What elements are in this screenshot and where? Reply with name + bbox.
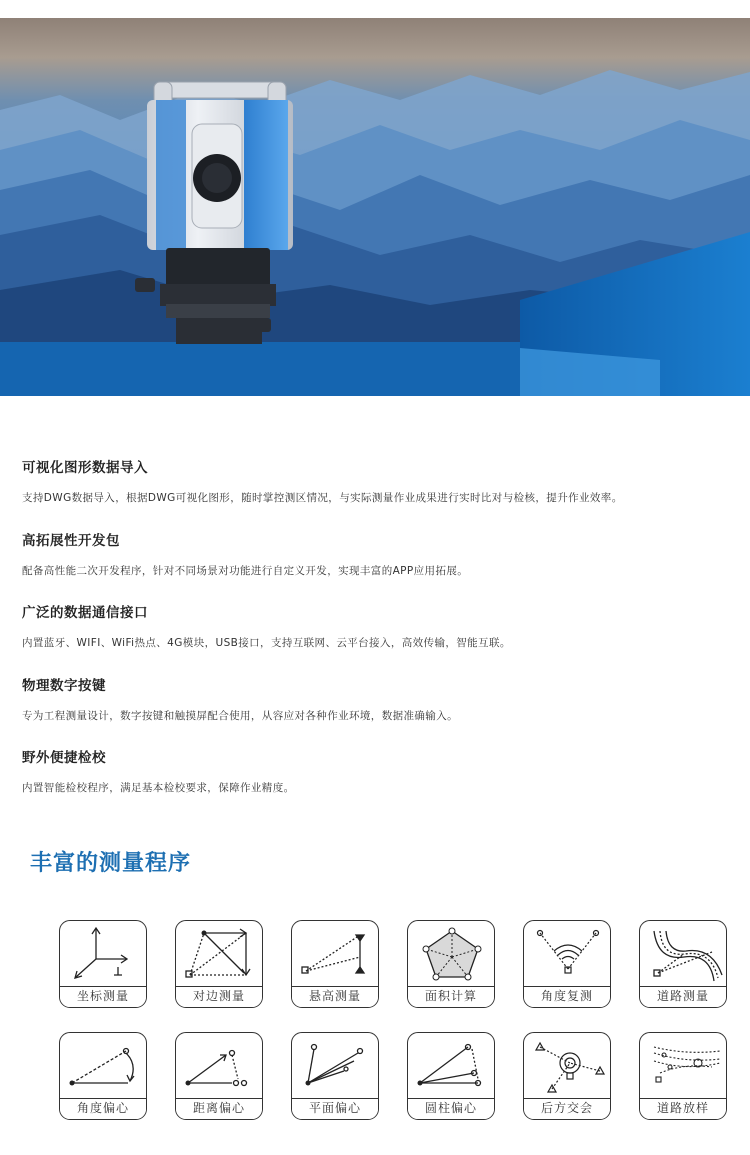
distance-offset-icon bbox=[176, 1033, 263, 1099]
program-card-remote-height[interactable] bbox=[291, 920, 379, 1008]
area-icon bbox=[408, 921, 495, 987]
road-stakeout-icon bbox=[640, 1033, 727, 1099]
program-card-area[interactable] bbox=[407, 920, 495, 1008]
feature-title: 高拓展性开发包 bbox=[22, 533, 120, 549]
feature-title: 可视化图形数据导入 bbox=[22, 460, 148, 476]
feature-desc: 配备高性能二次开发程序，针对不同场景对功能进行自定义开发，实现丰富的APP应用拓展。 bbox=[22, 565, 469, 577]
feature-desc: 内置蓝牙、WIFI、WiFi热点、4G模块，USB接口，支持互联网、云平台接入，高效传输，智能互联。 bbox=[22, 637, 511, 649]
program-label: 道路放样 bbox=[640, 1098, 726, 1119]
program-label: 平面偏心 bbox=[292, 1098, 378, 1119]
cylinder-offset-icon bbox=[408, 1033, 495, 1099]
feature-desc: 支持DWG数据导入，根据DWG可视化图形，随时掌控测区情况，与实际测量作业成果进行实时比对与检核，提升作业效率。 bbox=[22, 492, 623, 504]
plane-offset-icon bbox=[292, 1033, 379, 1099]
program-card-road-stakeout[interactable] bbox=[639, 1032, 727, 1120]
program-label: 悬高测量 bbox=[292, 986, 378, 1007]
road-survey-icon bbox=[640, 921, 727, 987]
feature-item bbox=[22, 529, 732, 578]
program-card-angle-repeat[interactable] bbox=[523, 920, 611, 1008]
feature-item bbox=[22, 674, 732, 723]
feature-title: 广泛的数据通信接口 bbox=[22, 605, 148, 621]
resection-icon bbox=[524, 1033, 611, 1099]
angle-repeat-icon bbox=[524, 921, 611, 987]
program-label: 圆柱偏心 bbox=[408, 1098, 494, 1119]
feature-desc: 内置智能检校程序，满足基本检校要求，保障作业精度。 bbox=[22, 782, 295, 794]
program-label: 距离偏心 bbox=[176, 1098, 262, 1119]
feature-title: 野外便捷检校 bbox=[22, 750, 106, 766]
program-card-distance-offset[interactable] bbox=[175, 1032, 263, 1120]
program-card-cylinder-offset[interactable] bbox=[407, 1032, 495, 1120]
program-card-angle-offset[interactable] bbox=[59, 1032, 147, 1120]
program-label: 面积计算 bbox=[408, 986, 494, 1007]
hero-banner bbox=[0, 0, 750, 396]
remote-height-icon bbox=[292, 921, 379, 987]
opposite-side-icon bbox=[176, 921, 263, 987]
program-card-plane-offset[interactable] bbox=[291, 1032, 379, 1120]
feature-item bbox=[22, 456, 732, 505]
programs-title: 丰富的测量程序 bbox=[30, 851, 192, 876]
program-card-resection[interactable] bbox=[523, 1032, 611, 1120]
program-card-opposite-side[interactable] bbox=[175, 920, 263, 1008]
feature-item bbox=[22, 746, 732, 795]
program-label: 坐标测量 bbox=[60, 986, 146, 1007]
program-card-road-survey[interactable] bbox=[639, 920, 727, 1008]
program-label: 后方交会 bbox=[524, 1098, 610, 1119]
angle-offset-icon bbox=[60, 1033, 147, 1099]
feature-item bbox=[22, 601, 732, 650]
mountain-landscape-image bbox=[0, 0, 750, 396]
coordinate-icon bbox=[60, 921, 147, 987]
program-label: 对边测量 bbox=[176, 986, 262, 1007]
program-label: 角度偏心 bbox=[60, 1098, 146, 1119]
program-label: 道路测量 bbox=[640, 986, 726, 1007]
feature-desc: 专为工程测量设计，数字按键和触摸屏配合使用，从容应对各种作业环境，数据准确输入。 bbox=[22, 710, 458, 722]
program-card-coordinate[interactable] bbox=[59, 920, 147, 1008]
program-label: 角度复测 bbox=[524, 986, 610, 1007]
feature-title: 物理数字按键 bbox=[22, 678, 106, 694]
